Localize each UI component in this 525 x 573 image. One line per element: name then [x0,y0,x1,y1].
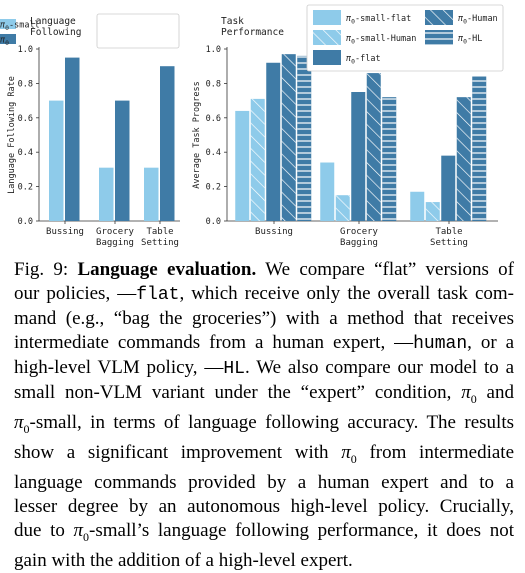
x-tick-label: Bussing [255,227,293,237]
legend-label: $\pi_0-small$-Human [346,34,417,46]
bar [266,63,280,221]
language-following-chart [0,14,180,248]
x-tick-label: Table [435,227,463,237]
caption-line-10: due to $\pi_0-small’s$ language following performance, it does not [14,520,514,545]
y-tick-label: 0.0 [205,217,221,227]
y-tick-label: 0.8 [17,79,33,90]
bar-hatch [472,77,486,221]
bar-hatch [297,56,311,221]
task-performance-chart [192,5,503,248]
figure-caption [14,258,514,573]
y-tick-label: 0.4 [205,148,221,159]
caption-line-8: language commands provided by a human expert and to a [14,472,514,494]
x-tick-label: Grocery [340,227,378,237]
y-axis-label: Language Following Rate [7,76,17,194]
caption-line-7: show a significant improvement with $\pi_0$ from intermediate [14,442,515,467]
legend-label: $\pi_0-HL$ [458,34,483,46]
bar-hatch [251,99,265,221]
bar-hatch [426,202,440,221]
legend-label: $\pi_0$-flat [346,54,381,66]
chart-title-line: Following [30,27,82,38]
legend-label: $\pi_0$-small [0,20,40,32]
y-tick-label: 0.8 [205,79,221,90]
y-tick-label: 0.4 [17,148,33,159]
y-tick-label: 0.6 [205,113,221,124]
bar [115,101,130,221]
legend-box [97,14,179,48]
bar-hatch [336,195,350,221]
legend-label: $\pi_0$ [0,35,9,47]
bar [235,111,249,221]
x-tick-label: Bagging [340,238,378,248]
x-tick-label: Setting [141,238,179,248]
legend-label: $\pi_0$-Human [458,14,498,26]
bar [160,66,175,221]
figure-9 [0,0,525,255]
caption-line-5: small non-VLM variant under the “expert” condition, $\pi_0$ and [14,382,514,407]
bar [320,163,334,221]
chart-title-line: Task [221,16,244,27]
caption-line-6: $\pi_0$-small, in terms of language following accuracy. The results [14,412,514,437]
bar-hatch [457,97,471,221]
caption-line-11: gain with the addition of a high-level expert. [14,550,353,572]
bar-hatch [282,54,296,221]
bar [144,168,159,221]
legend-swatch-hatch [425,30,453,45]
legend-label: $\pi_0-small$-flat [346,14,412,26]
bar-hatch [367,73,381,221]
legend-swatch-hatch [313,30,341,45]
bar [351,92,365,221]
bar-hatch [382,97,396,221]
y-tick-label: 0.6 [17,113,33,124]
y-axis-label: Average Task Progress [192,81,202,189]
legend-swatch [313,50,341,65]
x-tick-label: Grocery [96,227,134,237]
legend-swatch-hatch [425,10,453,25]
y-tick-label: 1.0 [205,45,221,55]
caption-title: Language evaluation. [77,259,257,280]
bar [410,192,424,221]
bar [49,101,64,221]
x-tick-label: Table [146,227,174,237]
caption-line-1: our policies, —flat, which receive only the overall task com- [14,283,514,306]
bar [65,58,80,221]
y-tick-label: 0.2 [205,182,221,193]
caption-label: Fig. 9: [14,259,69,280]
y-tick-label: 0.0 [17,217,33,227]
x-tick-label: Setting [430,238,468,248]
x-tick-label: Bagging [96,238,134,248]
caption-line-0: We compare “flat” versions of [265,259,515,280]
chart-title-line: Performance [221,27,284,38]
caption-line-3: intermediate commands from a human expert, —human, or a [14,332,514,355]
y-tick-label: 1.0 [17,45,33,55]
caption-line-4: high-level VLM policy, —HL. We also compare our model to a [14,357,514,380]
caption-line-2: mand (e.g., “bag the groceries”) with a method that receives [14,308,514,330]
chart-title-line: Language [30,16,76,27]
bar [99,168,114,221]
bar [441,156,455,221]
x-tick-label: Bussing [46,227,84,237]
y-tick-label: 0.2 [17,182,33,193]
legend-swatch [313,10,341,25]
caption-line-9: lesser degree by an autonomous high-level policy. Crucially, [14,496,514,518]
